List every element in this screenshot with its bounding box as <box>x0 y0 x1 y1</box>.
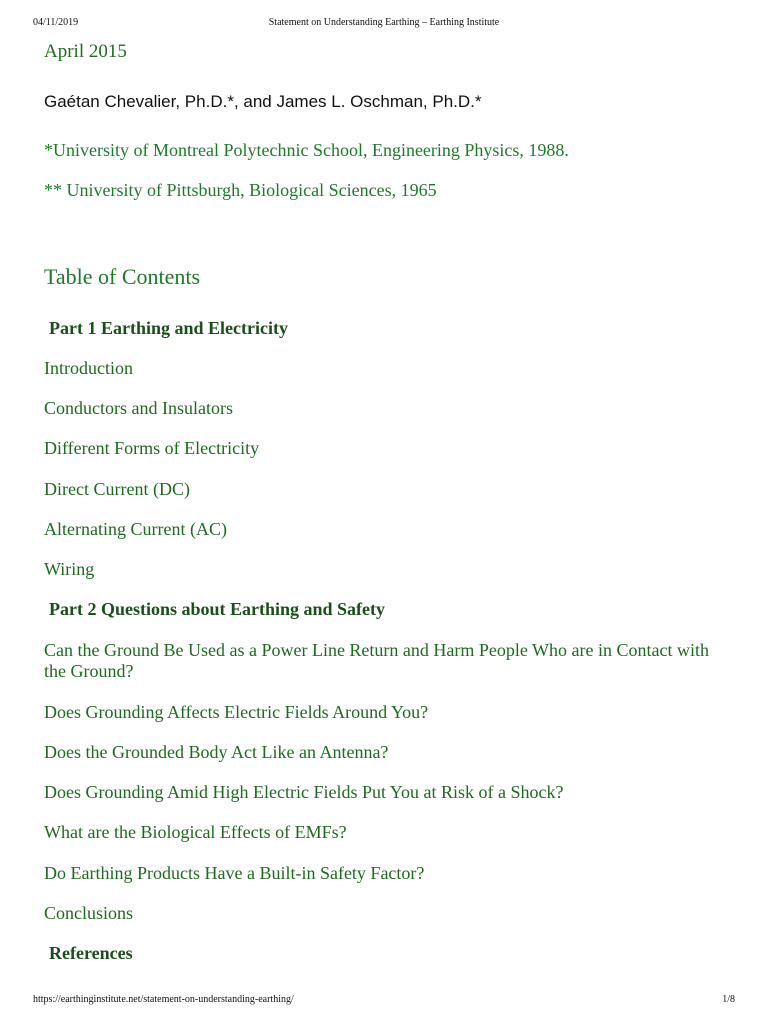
toc-item-direct-current[interactable]: Direct Current (DC) <box>44 479 190 499</box>
print-header-date: 04/11/2019 <box>33 17 79 28</box>
toc-item-alternating-current[interactable]: Alternating Current (AC) <box>44 519 227 539</box>
toc-item-body-antenna[interactable]: Does the Grounded Body Act Like an Antenna? <box>44 742 389 762</box>
toc-part1-heading[interactable]: Part 1 Earthing and Electricity <box>49 318 288 338</box>
print-header-title: Statement on Understanding Earthing – Earthing Institute <box>268 17 500 28</box>
toc-references[interactable]: References <box>49 943 133 963</box>
toc-item-forms-of-electricity[interactable]: Different Forms of Electricity <box>44 438 260 458</box>
authors-line: Gaétan Chevalier, Ph.D.*, and James L. Oschman, Ph.D.* <box>44 92 482 111</box>
print-footer-url: https://earthinginstitute.net/statement-on-understanding-earthing/ <box>33 994 294 1005</box>
toc-item-introduction[interactable]: Introduction <box>44 358 133 378</box>
toc-item-conductors-insulators[interactable]: Conductors and Insulators <box>44 398 233 418</box>
toc-item-biological-effects[interactable]: What are the Biological Effects of EMFs? <box>44 822 347 842</box>
toc-item-safety-factor[interactable]: Do Earthing Products Have a Built-in Safety Factor? <box>44 863 425 883</box>
affiliation-1: *University of Montreal Polytechnic School, Engineering Physics, 1988. <box>44 140 569 160</box>
toc-item-ground-power-line-return[interactable]: Can the Ground Be Used as a Power Line Return and Harm People Who are in Contact with the Ground? <box>44 640 710 681</box>
toc-item-risk-of-shock[interactable]: Does Grounding Amid High Electric Fields Put You at Risk of a Shock? <box>44 782 564 802</box>
affiliation-2: ** University of Pittsburgh, Biological Sciences, 1965 <box>44 180 437 200</box>
document-date: April 2015 <box>44 41 127 62</box>
toc-part2-heading[interactable]: Part 2 Questions about Earthing and Safety <box>49 599 386 619</box>
toc-item-grounding-electric-fields[interactable]: Does Grounding Affects Electric Fields Around You? <box>44 702 429 722</box>
toc-title: Table of Contents <box>44 264 201 289</box>
print-footer-page-number: 1/8 <box>722 994 735 1005</box>
toc-item-conclusions[interactable]: Conclusions <box>44 903 134 923</box>
toc-item-wiring[interactable]: Wiring <box>44 559 95 579</box>
